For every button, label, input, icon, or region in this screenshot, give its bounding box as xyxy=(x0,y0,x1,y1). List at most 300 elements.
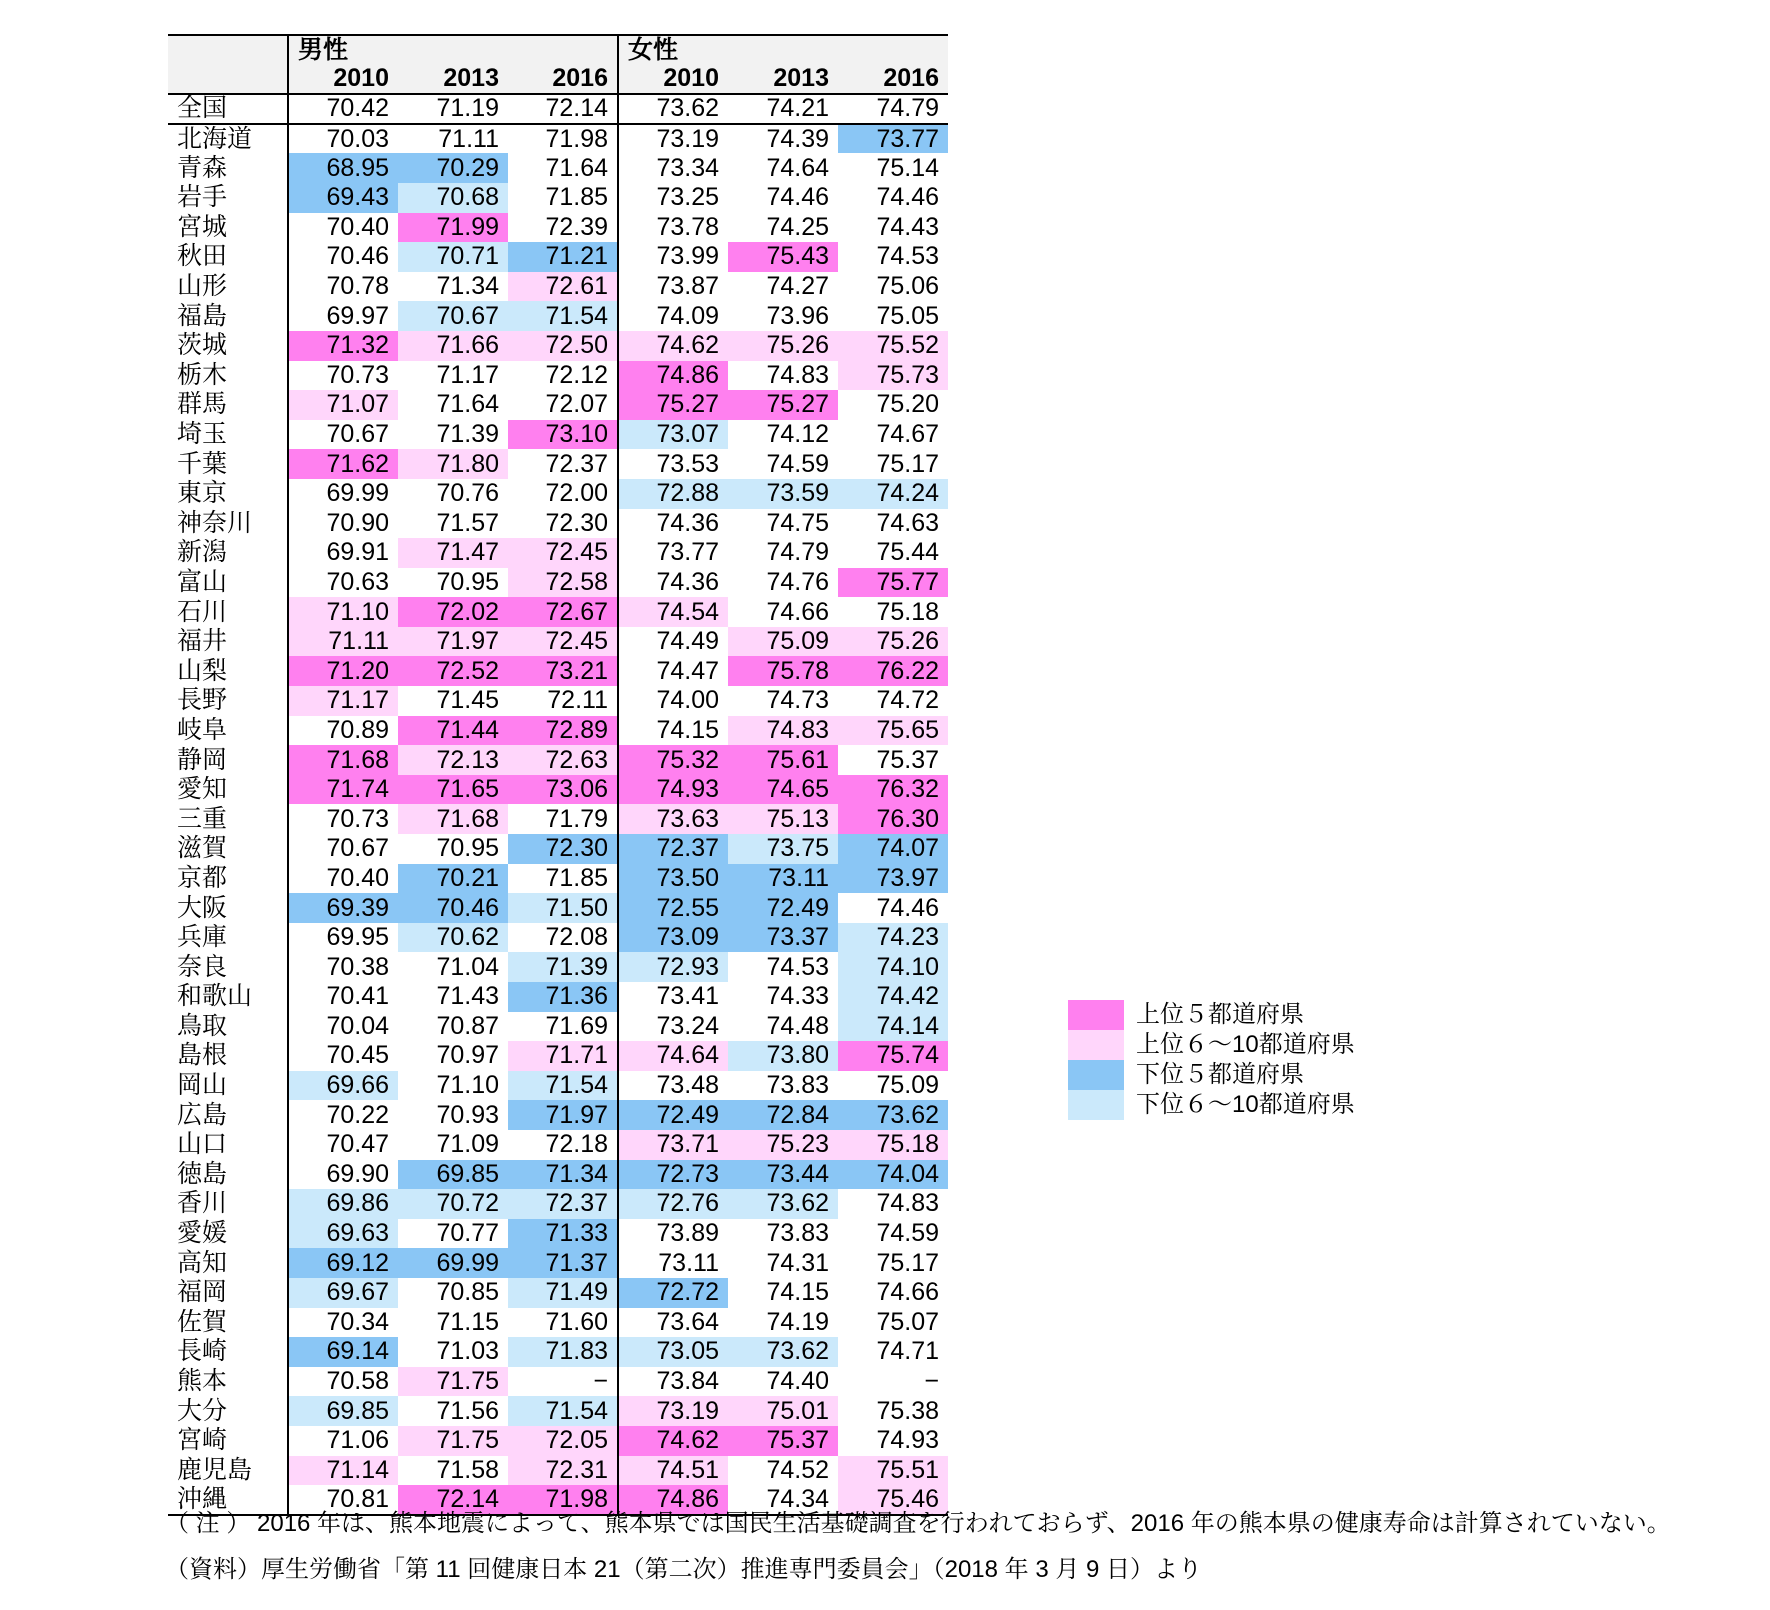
value-cell: 70.38 xyxy=(288,952,398,982)
value-cell: 71.85 xyxy=(545,863,608,892)
value-cell: 72.61 xyxy=(508,272,618,302)
value-cell: 76.22 xyxy=(838,656,948,686)
value-cell: 69.67 xyxy=(288,1278,398,1308)
value-cell: 71.99 xyxy=(398,213,508,243)
value-cell: 74.83 xyxy=(876,1189,939,1218)
legend-swatch xyxy=(1068,1060,1124,1090)
value-cell: 70.40 xyxy=(288,213,398,243)
year-header-row xyxy=(168,65,948,95)
value-cell: 71.97 xyxy=(508,1100,618,1130)
value-cell: 75.18 xyxy=(876,597,939,626)
value-cell: 72.18 xyxy=(545,1130,608,1159)
corner-cell xyxy=(168,35,288,65)
value-cell: 75.09 xyxy=(728,627,838,657)
value-cell: 71.03 xyxy=(436,1337,499,1366)
prefecture-name: 愛媛 xyxy=(177,1219,228,1248)
value-cell: 71.80 xyxy=(398,449,508,479)
table-row xyxy=(168,420,948,450)
value-cell: 74.86 xyxy=(618,361,728,391)
value-cell: 71.34 xyxy=(508,1160,618,1190)
value-cell: 71.43 xyxy=(436,982,499,1011)
value-cell: 72.52 xyxy=(398,656,508,686)
value-cell: 70.46 xyxy=(288,242,398,272)
table-row xyxy=(168,627,948,657)
value-cell: 73.75 xyxy=(728,834,838,864)
value-cell: 75.05 xyxy=(876,301,939,330)
value-cell: 71.71 xyxy=(508,1041,618,1071)
table-row xyxy=(168,1100,948,1130)
legend-item xyxy=(1068,1090,1355,1120)
prefecture-name: 埼玉 xyxy=(177,420,228,449)
table-row xyxy=(168,745,948,775)
value-cell: 71.37 xyxy=(508,1248,618,1278)
value-cell: 73.10 xyxy=(508,420,618,450)
value-cell: 71.56 xyxy=(436,1396,499,1425)
value-cell: 75.26 xyxy=(838,627,948,657)
value-cell: 69.90 xyxy=(288,1160,398,1190)
value-cell: 71.07 xyxy=(288,390,398,420)
value-cell: 74.49 xyxy=(618,627,728,657)
value-cell: 75.52 xyxy=(838,331,948,361)
value-cell: 73.89 xyxy=(618,1219,728,1249)
value-cell: 74.00 xyxy=(618,686,728,716)
value-cell: 72.11 xyxy=(547,686,608,715)
prefecture-name: 鳥取 xyxy=(177,1011,228,1040)
value-cell: 71.15 xyxy=(436,1307,499,1336)
value-cell: 71.19 xyxy=(398,94,508,124)
value-cell: 70.85 xyxy=(436,1278,499,1307)
value-cell: 73.05 xyxy=(618,1337,728,1367)
value-cell: 70.89 xyxy=(288,716,398,746)
value-cell: 75.44 xyxy=(876,538,939,567)
value-cell: 74.71 xyxy=(876,1337,939,1366)
value-cell: 72.76 xyxy=(618,1189,728,1219)
table-row xyxy=(168,361,948,391)
value-cell: 75.32 xyxy=(618,745,728,775)
table-row xyxy=(168,538,948,568)
value-cell: 70.81 xyxy=(288,1485,398,1515)
value-cell: 75.73 xyxy=(838,361,948,391)
health-lifespan-table xyxy=(168,34,948,1516)
legend-label: 下位５都道府県 xyxy=(1136,1061,1304,1088)
value-cell: 72.58 xyxy=(508,568,618,598)
value-cell: 69.97 xyxy=(288,301,398,331)
value-cell: 71.75 xyxy=(398,1426,508,1456)
value-cell: 71.85 xyxy=(545,183,608,212)
value-cell: 72.37 xyxy=(508,1189,618,1219)
value-cell: 73.37 xyxy=(728,923,838,953)
value-cell: 70.78 xyxy=(288,272,398,302)
value-cell: 75.14 xyxy=(876,153,939,182)
value-cell: 74.79 xyxy=(838,94,948,124)
prefecture-name: 長崎 xyxy=(177,1337,228,1366)
table-row xyxy=(168,1189,948,1219)
prefecture-name: 宮城 xyxy=(177,212,228,241)
table-row xyxy=(168,213,948,243)
table-row xyxy=(168,923,948,953)
prefecture-name: 和歌山 xyxy=(177,982,253,1011)
value-cell: 75.27 xyxy=(618,390,728,420)
prefecture-name: 岡山 xyxy=(177,1071,228,1100)
value-cell: 71.11 xyxy=(438,124,499,153)
table-row xyxy=(168,1012,948,1042)
legend-label: 上位５都道府県 xyxy=(1136,1001,1304,1028)
value-cell: 74.83 xyxy=(766,360,829,389)
value-cell: 73.62 xyxy=(728,1337,838,1367)
value-cell: 73.77 xyxy=(618,538,728,568)
value-cell: 72.13 xyxy=(398,745,508,775)
value-cell: 75.18 xyxy=(838,1130,948,1160)
value-cell: 73.99 xyxy=(618,242,728,272)
value-cell: 74.39 xyxy=(766,124,829,153)
value-cell: 74.76 xyxy=(766,567,829,596)
prefecture-name: 愛知 xyxy=(177,775,228,804)
table-row xyxy=(168,982,948,1012)
prefecture-name: 沖縄 xyxy=(168,1485,288,1515)
value-cell: 71.10 xyxy=(288,597,398,627)
prefecture-name: 兵庫 xyxy=(177,923,228,952)
value-cell: 73.06 xyxy=(508,775,618,805)
value-cell: 69.66 xyxy=(288,1071,398,1101)
table-row xyxy=(168,893,948,923)
value-cell: 74.93 xyxy=(876,1426,939,1455)
value-cell: 70.62 xyxy=(398,923,508,953)
value-cell: 74.25 xyxy=(766,212,829,241)
value-cell: 71.04 xyxy=(436,952,499,981)
value-cell: 74.27 xyxy=(766,272,829,301)
value-cell: 70.87 xyxy=(436,1011,499,1040)
value-cell: 73.21 xyxy=(508,656,618,686)
value-cell: 70.34 xyxy=(288,1308,398,1338)
value-cell: 71.36 xyxy=(508,982,618,1012)
value-cell: 71.98 xyxy=(508,1485,618,1515)
year-header-male-2010: 2010 xyxy=(288,65,398,95)
table-row xyxy=(168,94,948,124)
value-cell: 70.58 xyxy=(288,1367,398,1397)
value-cell: 74.83 xyxy=(728,716,838,746)
value-cell: 72.08 xyxy=(545,923,608,952)
value-cell: 75.74 xyxy=(838,1041,948,1071)
value-cell: 72.88 xyxy=(618,479,728,509)
health-lifespan-table-container xyxy=(168,34,968,1516)
table-row xyxy=(168,952,948,982)
value-cell: 75.61 xyxy=(728,745,838,775)
value-cell: 74.07 xyxy=(838,834,948,864)
value-cell: 72.14 xyxy=(398,1485,508,1515)
value-cell: 75.01 xyxy=(728,1396,838,1426)
value-cell: 71.32 xyxy=(288,331,398,361)
value-cell: 75.51 xyxy=(838,1456,948,1486)
value-cell: 74.36 xyxy=(618,509,728,539)
value-cell: 71.75 xyxy=(398,1367,508,1397)
value-cell: 75.27 xyxy=(728,390,838,420)
legend-label: 上位６～10都道府県 xyxy=(1136,1031,1355,1058)
value-cell: 71.74 xyxy=(288,775,398,805)
table-row xyxy=(168,597,948,627)
value-cell: 69.85 xyxy=(398,1160,508,1190)
prefecture-name: 岐阜 xyxy=(177,715,228,744)
value-cell: 73.77 xyxy=(838,124,948,154)
value-cell: 70.95 xyxy=(436,567,499,596)
value-cell: 73.11 xyxy=(728,864,838,894)
prefecture-name: 三重 xyxy=(177,804,228,833)
gender-header-row xyxy=(168,35,948,65)
prefecture-name: 秋田 xyxy=(177,242,228,271)
prefecture-name: 全国 xyxy=(168,94,288,124)
value-cell: 74.36 xyxy=(618,568,728,598)
prefecture-name: 宮崎 xyxy=(177,1426,228,1455)
value-cell: 71.11 xyxy=(288,627,398,657)
value-cell: 74.62 xyxy=(618,1426,728,1456)
value-cell: 72.00 xyxy=(545,479,608,508)
value-cell: 73.34 xyxy=(618,153,728,183)
table-row xyxy=(168,804,948,834)
value-cell: 72.12 xyxy=(545,360,608,389)
value-cell: 74.47 xyxy=(618,656,728,686)
value-cell: 72.63 xyxy=(508,745,618,775)
table-row xyxy=(168,124,948,154)
prefecture-name: 奈良 xyxy=(177,952,228,981)
value-cell: 74.66 xyxy=(876,1278,939,1307)
prefecture-name: 北海道 xyxy=(177,124,253,153)
prefecture-name: 静岡 xyxy=(177,745,228,774)
table-row xyxy=(168,1248,948,1278)
value-cell: 75.77 xyxy=(838,568,948,598)
value-cell: 72.05 xyxy=(508,1426,618,1456)
prefecture-name: 大阪 xyxy=(177,893,228,922)
value-cell: 69.99 xyxy=(288,479,398,509)
value-cell: 74.62 xyxy=(618,331,728,361)
table-row xyxy=(168,834,948,864)
value-cell: 74.40 xyxy=(766,1367,829,1396)
value-cell: 72.30 xyxy=(508,834,618,864)
value-cell: 74.53 xyxy=(876,242,939,271)
table-row xyxy=(168,686,948,716)
value-cell: 74.10 xyxy=(838,952,948,982)
value-cell: 73.44 xyxy=(728,1160,838,1190)
year-header-female-2016: 2016 xyxy=(838,65,948,95)
table-row xyxy=(168,242,948,272)
value-cell: 69.95 xyxy=(288,923,398,953)
value-cell: 70.73 xyxy=(288,804,398,834)
value-cell: 75.17 xyxy=(876,1248,939,1277)
legend-swatch xyxy=(1068,1000,1124,1030)
value-cell: 69.85 xyxy=(288,1396,398,1426)
value-cell: 75.37 xyxy=(876,745,939,774)
value-cell: 69.91 xyxy=(288,538,398,568)
value-cell: 73.53 xyxy=(618,449,728,479)
prefecture-name: 高知 xyxy=(177,1248,228,1277)
prefecture-name: 佐賀 xyxy=(177,1307,228,1336)
value-cell: 70.41 xyxy=(288,982,398,1012)
value-cell: 74.73 xyxy=(766,686,829,715)
prefecture-name: 鹿児島 xyxy=(177,1455,253,1484)
value-cell: 71.44 xyxy=(398,716,508,746)
prefecture-name: 岩手 xyxy=(177,183,228,212)
value-cell: 70.67 xyxy=(288,834,398,864)
value-cell: 71.17 xyxy=(436,360,499,389)
value-cell: 70.29 xyxy=(398,153,508,183)
table-row xyxy=(168,331,948,361)
value-cell: 74.31 xyxy=(766,1248,829,1277)
value-cell: 70.22 xyxy=(288,1100,398,1130)
value-cell: 71.21 xyxy=(508,242,618,272)
value-cell: 71.17 xyxy=(288,686,398,716)
value-cell: 71.50 xyxy=(508,893,618,923)
value-cell: 72.49 xyxy=(728,893,838,923)
value-cell: 74.75 xyxy=(766,508,829,537)
prefecture-name: 福井 xyxy=(177,627,228,656)
table-head xyxy=(168,35,948,94)
table-row xyxy=(168,1160,948,1190)
value-cell: 71.20 xyxy=(288,656,398,686)
value-cell: 74.46 xyxy=(876,893,939,922)
value-cell: 70.95 xyxy=(436,834,499,863)
value-cell: 73.83 xyxy=(766,1219,829,1248)
value-cell: 71.54 xyxy=(508,1396,618,1426)
legend-item xyxy=(1068,1030,1355,1060)
year-header-male-2016: 2016 xyxy=(508,65,618,95)
prefecture-name: 熊本 xyxy=(177,1367,228,1396)
prefecture-name: 大分 xyxy=(177,1396,228,1425)
value-cell: 72.49 xyxy=(618,1100,728,1130)
value-cell: 75.23 xyxy=(728,1130,838,1160)
value-cell: 74.72 xyxy=(876,686,939,715)
value-cell: 71.39 xyxy=(436,420,499,449)
value-cell: 73.84 xyxy=(618,1367,728,1397)
value-cell: 69.43 xyxy=(288,183,398,213)
value-cell: 76.30 xyxy=(838,804,948,834)
table-row xyxy=(168,1130,948,1160)
value-cell: 72.07 xyxy=(545,390,608,419)
value-cell: 74.67 xyxy=(876,420,939,449)
value-cell: 74.64 xyxy=(766,153,829,182)
value-cell: 73.62 xyxy=(728,1189,838,1219)
value-cell: 72.02 xyxy=(398,597,508,627)
table-row xyxy=(168,1367,948,1397)
prefecture-name: 香川 xyxy=(177,1189,228,1218)
value-cell: 71.14 xyxy=(288,1456,398,1486)
value-cell: 70.68 xyxy=(398,183,508,213)
value-cell: 70.90 xyxy=(288,509,398,539)
value-cell: 73.64 xyxy=(618,1308,728,1338)
prefecture-name: 京都 xyxy=(177,863,228,892)
legend-swatch xyxy=(1068,1090,1124,1120)
value-cell: 74.19 xyxy=(766,1307,829,1336)
value-cell: 70.67 xyxy=(398,301,508,331)
value-cell: 73.83 xyxy=(766,1071,829,1100)
value-cell: 70.76 xyxy=(436,479,499,508)
prefecture-name: 福島 xyxy=(177,301,228,330)
value-cell: 70.03 xyxy=(288,124,398,154)
value-cell: 71.54 xyxy=(508,1071,618,1101)
value-cell: 71.98 xyxy=(545,124,608,153)
value-cell: 72.31 xyxy=(508,1456,618,1486)
value-cell: 74.15 xyxy=(618,716,728,746)
year-header-male-2013: 2013 xyxy=(398,65,508,95)
value-cell: 74.46 xyxy=(876,183,939,212)
value-cell: 73.25 xyxy=(618,183,728,213)
value-cell: 74.12 xyxy=(766,420,829,449)
value-cell: 75.06 xyxy=(876,272,939,301)
value-cell: 71.64 xyxy=(545,153,608,182)
table-row xyxy=(168,153,948,183)
legend-item xyxy=(1068,1000,1355,1030)
value-cell: 72.39 xyxy=(545,212,608,241)
value-cell: 70.97 xyxy=(436,1041,499,1070)
value-cell: 74.66 xyxy=(766,597,829,626)
value-cell: 74.86 xyxy=(618,1485,728,1515)
value-cell: 75.09 xyxy=(876,1071,939,1100)
table-row xyxy=(168,1071,948,1101)
prefecture-name: 富山 xyxy=(177,567,228,596)
value-cell: 72.14 xyxy=(508,94,618,124)
value-cell: 74.34 xyxy=(728,1485,838,1515)
value-cell: 75.46 xyxy=(838,1485,948,1515)
value-cell: 72.55 xyxy=(618,893,728,923)
value-cell: 72.37 xyxy=(618,834,728,864)
table-row xyxy=(168,509,948,539)
value-cell: 73.19 xyxy=(618,124,728,154)
corner-cell-2 xyxy=(168,65,288,95)
value-cell: 68.95 xyxy=(288,153,398,183)
value-cell: 71.68 xyxy=(398,804,508,834)
table-row xyxy=(168,864,948,894)
table-row xyxy=(168,716,948,746)
value-cell: 71.58 xyxy=(436,1455,499,1484)
value-cell: 74.52 xyxy=(766,1455,829,1484)
value-cell: 74.51 xyxy=(618,1456,728,1486)
value-cell: 69.12 xyxy=(288,1248,398,1278)
legend-swatch xyxy=(1068,1030,1124,1060)
prefecture-name: 長野 xyxy=(177,686,228,715)
table-row xyxy=(168,479,948,509)
value-cell: 71.45 xyxy=(436,686,499,715)
value-cell: 74.21 xyxy=(728,94,838,124)
prefecture-name: 山梨 xyxy=(177,656,228,685)
value-cell: 71.65 xyxy=(398,775,508,805)
note-line: （ 注 ） 2016 年は、熊本地震によって、熊本県では国民生活基礎調査を行われておらず、2016 年の熊本県の健康寿命は計算されていない。 xyxy=(165,1510,1671,1537)
value-cell: 74.14 xyxy=(838,1012,948,1042)
value-cell: 73.50 xyxy=(618,864,728,894)
value-cell: 70.73 xyxy=(288,361,398,391)
value-cell: 74.63 xyxy=(876,508,939,537)
value-cell: 70.63 xyxy=(288,568,398,598)
value-cell: 72.37 xyxy=(545,449,608,478)
value-cell: 73.96 xyxy=(766,301,829,330)
value-cell: 71.06 xyxy=(288,1426,398,1456)
value-cell: 71.60 xyxy=(545,1307,608,1336)
table-row xyxy=(168,1041,948,1071)
value-cell: 73.71 xyxy=(618,1130,728,1160)
value-cell: 70.21 xyxy=(398,864,508,894)
value-cell: 74.59 xyxy=(876,1219,939,1248)
value-cell: 75.65 xyxy=(838,716,948,746)
value-cell: 73.24 xyxy=(618,1012,728,1042)
prefecture-name: 徳島 xyxy=(177,1159,228,1188)
prefecture-name: 滋賀 xyxy=(177,834,228,863)
value-cell: 71.69 xyxy=(545,1011,608,1040)
value-cell: 72.50 xyxy=(508,331,618,361)
value-cell: 75.43 xyxy=(728,242,838,272)
value-cell: 72.30 xyxy=(545,508,608,537)
prefecture-name: 山形 xyxy=(177,272,228,301)
value-cell: 73.59 xyxy=(728,479,838,509)
table-row xyxy=(168,656,948,686)
value-cell: 71.64 xyxy=(436,390,499,419)
table-row xyxy=(168,1456,948,1486)
value-cell: 74.53 xyxy=(766,952,829,981)
